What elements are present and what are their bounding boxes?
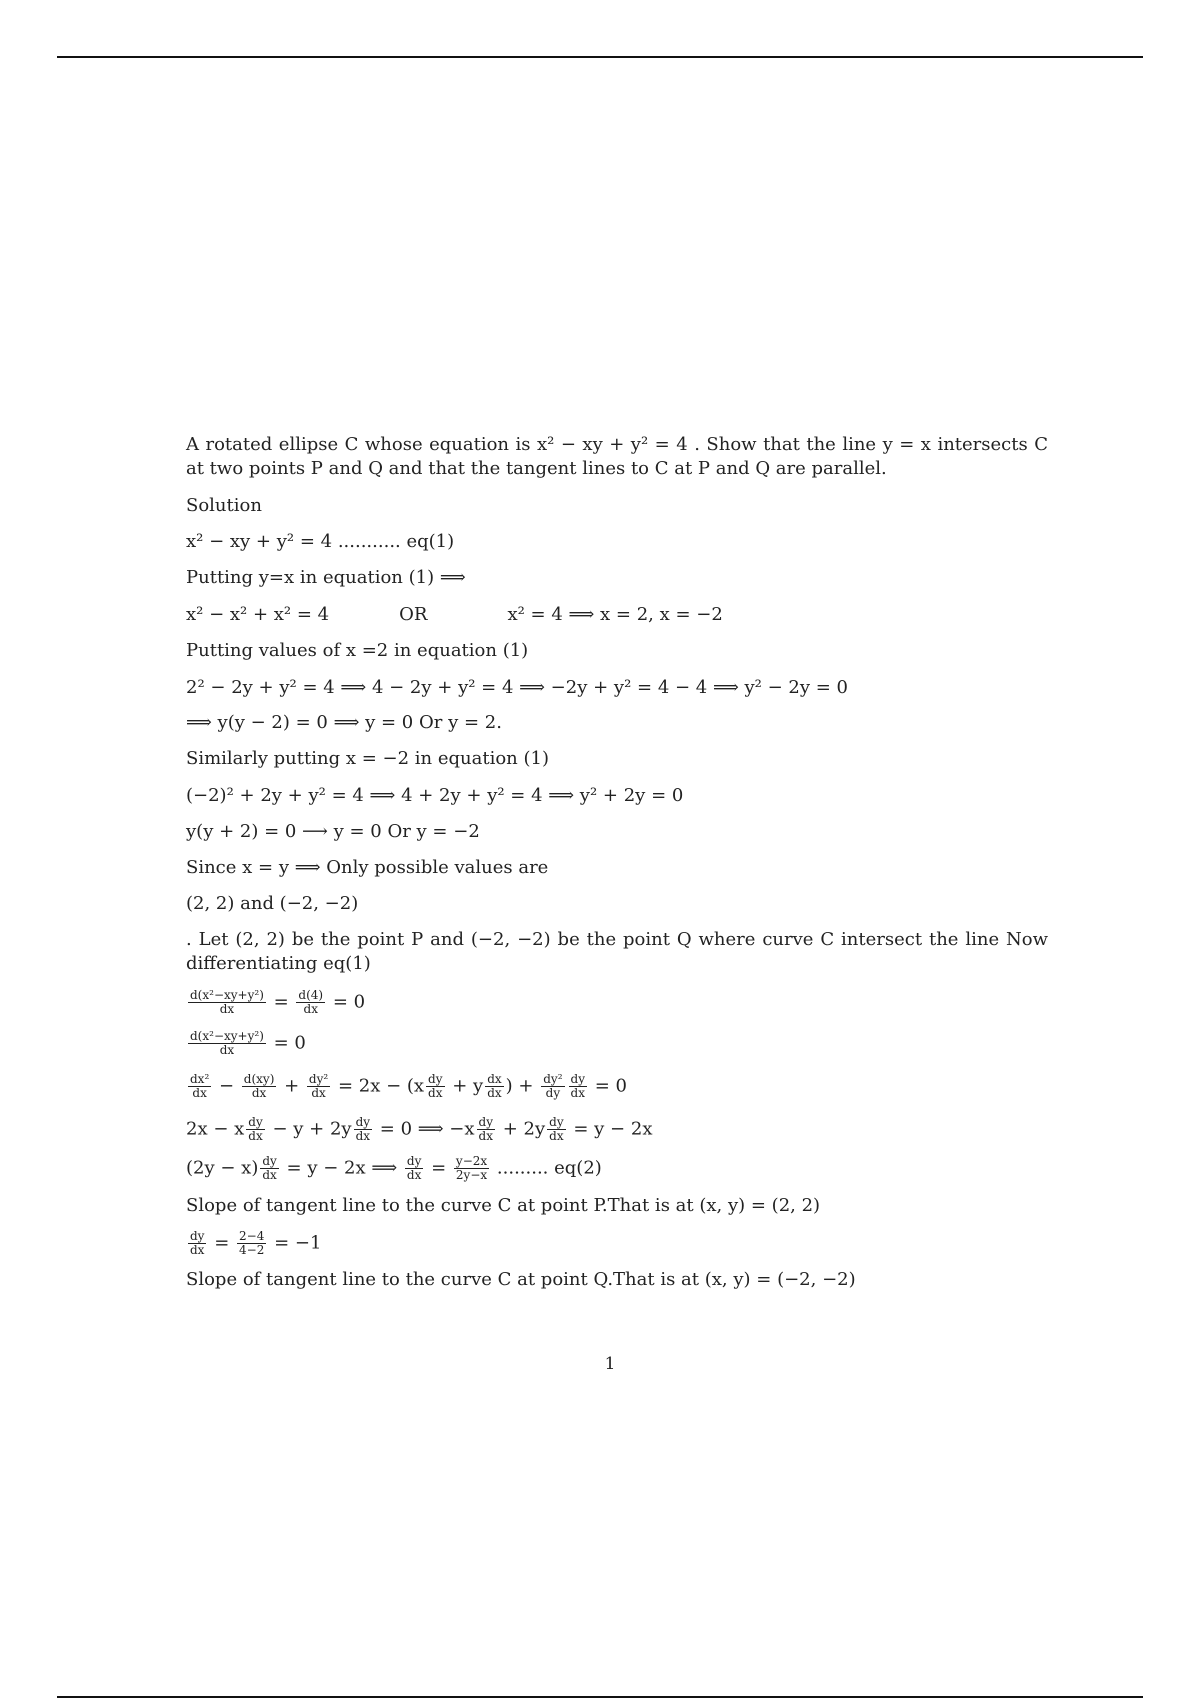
fraction: $\frac{dy}{dx}$ (570, 1072, 585, 1100)
substitute-x-2: Putting values of x =2 in equation (1) (186, 640, 529, 661)
xm2-solution: y(y + 2) = 0 ⟶ y = 0 Or y = −2 (186, 821, 480, 842)
fraction: $\frac{dy}{dx}$ (355, 1115, 371, 1143)
fraction: $\frac{dy}{dx}$ (262, 1154, 277, 1182)
or-text: OR (399, 604, 428, 625)
intersection-points: (2, 2) and (−2, −2) (186, 893, 359, 914)
fraction: $\frac{dx}{dx}$ (487, 1072, 502, 1100)
fraction: $\frac{d(xy)}{dx}$ (243, 1072, 275, 1100)
top-rule (57, 56, 1143, 58)
substitute-x-minus-2: Similarly putting x = −2 in equation (1) (186, 748, 549, 769)
fraction: $\frac{\text{dy²}}{dy}$ (543, 1072, 563, 1100)
xm2-equation: (−2)² + 2y + y² = 4 ⟹ 4 + 2y + y² = 4 ⟹ y² + 2y = 0 (186, 785, 684, 806)
fraction: $\frac{dy}{dx}$ (478, 1115, 494, 1143)
slope-at-q-text: Slope of tangent line to the curve C at point Q.That is at (x, y) = (−2, −2) (186, 1269, 856, 1290)
fraction: $\frac{dy}{dx}$ (406, 1154, 422, 1182)
slope-at-p-value: $\frac{dy}{dx}$ = $\frac{2-4}{4-2}$ = −1 (190, 1229, 322, 1257)
fraction: $\frac{dy}{dx}$ (190, 1229, 205, 1257)
fraction: $\frac{dy}{dx}$ (248, 1115, 263, 1143)
problem-statement: A rotated ellipse C whose equation is x² − xy + y² = 4 . Show that the line y = x intersects C at two points P and Q and that the tangent lines to C at P and Q are parallel. (186, 434, 1048, 479)
let-points-paragraph: . Let (2, 2) be the point P and (−2, −2) be the point Q where curve C intersect the line Now differentiating eq(1) (186, 929, 1048, 974)
fraction: $\frac{d(4)}{dx}$ (298, 988, 324, 1016)
substitution-right: x² = 4 ⟹ x = 2, x = −2 (507, 604, 723, 625)
since-statement: Since x = y ⟹ Only possible values are (186, 857, 549, 878)
derivative-step-4: 2x − x $\frac{dy}{dx}$ − y + 2y $\frac{dy}{dx}$ = 0 ⟹ −x $\frac{dy}{dx}$ + 2y $\frac{dy}{dx}$ = y − 2x (186, 1115, 653, 1143)
derivative-step-3: $\frac{\text{dx²}}{dx}$ − $\frac{d(xy)}{dx}$ + $\frac{\text{dy²}}{dx}$ = 2x − (x $\frac{dy}{dx}$ + y $\frac{dx}{dx}$ ) + $\frac{\text{dy²}}{dy}$ $\frac{dy}{dx}$ = 0 (190, 1072, 627, 1100)
x2-equation: 2² − 2y + y² = 4 ⟹ 4 − 2y + y² = 4 ⟹ −2y + y² = 4 − 4 ⟹ y² − 2y = 0 (186, 677, 849, 698)
derivative-step-2: $\frac{\text{d(x²−xy+y²)}}{dx}$ = 0 (190, 1029, 306, 1057)
fraction: $\frac{dy}{dx}$ (549, 1115, 564, 1143)
fraction: $\frac{\text{d(x²−xy+y²)}}{dx}$ (190, 988, 264, 1016)
fraction: $\frac{y-2x}{2y-x}$ (455, 1154, 488, 1182)
fraction: $\frac{dy}{dx}$ (428, 1072, 443, 1100)
x2-solution: ⟹ y(y − 2) = 0 ⟹ y = 0 Or y = 2. (186, 712, 502, 733)
equation-1: x² − xy + y² = 4 ........... eq(1) (186, 531, 455, 552)
fraction: $\frac{\text{dy²}}{dx}$ (308, 1072, 329, 1100)
substitution-left: x² − x² + x² = 4 (186, 604, 330, 625)
fraction: $\frac{\text{d(x²−xy+y²)}}{dx}$ (190, 1029, 264, 1057)
solution-heading: Solution (186, 495, 262, 516)
page-number: 1 (604, 1354, 616, 1374)
slope-at-p-text: Slope of tangent line to the curve C at point P.That is at (x, y) = (2, 2) (186, 1195, 821, 1216)
derivative-step-5: (2y − x) $\frac{dy}{dx}$ = y − 2x ⟹ $\frac{dy}{dx}$ = $\frac{y-2x}{2y-x}$ ......... eq(2) (186, 1154, 602, 1182)
fraction: $\frac{\text{dx²}}{dx}$ (190, 1072, 210, 1100)
substitution-result (186, 603, 723, 627)
bottom-rule (57, 1696, 1143, 1698)
fraction: $\frac{2-4}{4-2}$ (239, 1229, 265, 1257)
substitute-y-equals-x: Putting y=x in equation (1) ⟹ (186, 567, 466, 588)
derivative-step-1: $\frac{\text{d(x²−xy+y²)}}{dx}$ = $\frac{d(4)}{dx}$ = 0 (190, 988, 366, 1016)
